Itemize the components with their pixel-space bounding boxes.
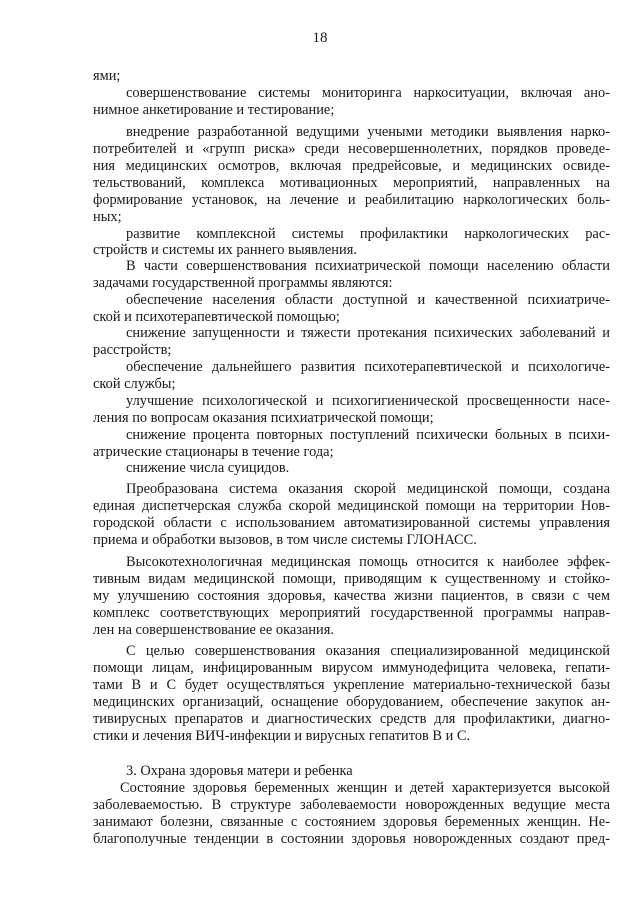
text-line: помощи лицам, инфицированным вирусом иммунодефицита человека, гепати-	[93, 660, 610, 676]
text-line: заболеваемостью. В структуре заболеваемости новорожденных ведущие места	[93, 797, 610, 813]
text-line: улучшение психологической и психогигиенической просвещенности насе-	[126, 393, 610, 409]
text-line: тельствований, комплекса мотивационных мероприятий, направленных на	[93, 175, 610, 191]
text-line: снижение запущенности и тяжести протекания психических заболеваний и	[126, 325, 610, 341]
text-line: единая диспетчерская служба скорой медицинской помощи на территории Нов-	[93, 498, 610, 514]
text-line: занимают болезни, связанные с состоянием здоровья беременных женщин. Не-	[93, 814, 610, 830]
text-line: атрические стационары в течение года;	[93, 444, 334, 460]
text-line: лен на совершенствование ее оказания.	[93, 622, 334, 638]
text-line: ления по вопросам оказания психиатрической помощи;	[93, 410, 434, 426]
text-line: Преобразована система оказания скорой медицинской помощи, создана	[126, 481, 610, 497]
text-line: ных;	[93, 209, 122, 225]
text-line: тами В и С будет осуществляться укрепление материально-технической базы	[93, 677, 610, 693]
text-line: благополучные тенденции в состоянии здоровья новорожденных создают пред-	[93, 831, 610, 847]
text-line: Состояние здоровья беременных женщин и детей характеризуется высокой	[120, 780, 610, 796]
text-line: расстройств;	[93, 342, 172, 358]
text-line: снижение числа суицидов.	[126, 460, 290, 476]
text-line: развитие комплексной системы профилактики наркологических рас-	[126, 226, 610, 242]
text-line: обеспечение дальнейшего развития психотерапевтической и психологиче-	[126, 359, 610, 375]
text-line: му улучшению состояния здоровья, качества жизни пациентов, в связи с чем	[93, 588, 610, 604]
text-line: стики и лечения ВИЧ-инфекции и вирусных гепатитов В и С.	[93, 728, 471, 744]
text-line: приема и обработки вызовов, в том числе системы ГЛОНАСС.	[93, 532, 477, 548]
text-line: городской области с использованием автоматизированной системы управления	[93, 515, 610, 531]
text-line: внедрение разработанной ведущими учеными методики выявления нарко-	[126, 124, 610, 140]
text-line: стройств и системы их раннего выявления.	[93, 242, 357, 258]
text-line: тивирусных препаратов и диагностических средств для профилактики, диагно-	[93, 711, 610, 727]
text-line: С целью совершенствования оказания специализированной медицинской	[126, 643, 610, 659]
text-line: тивным видам медицинской помощи, приводящим к существенному и стойко-	[93, 571, 610, 587]
text-line: совершенствование системы мониторинга наркоситуации, включая ано-	[126, 85, 610, 101]
text-line: ями;	[93, 68, 121, 84]
text-line: снижение процента повторных поступлений психически больных в психи-	[126, 427, 610, 443]
text-line: комплекс соответствующих мероприятий государственной программы направ-	[93, 605, 610, 621]
section-heading: 3. Охрана здоровья матери и ребенка	[126, 763, 353, 779]
text-line: Высокотехнологичная медицинская помощь относится к наиболее эффек-	[126, 554, 610, 570]
text-line: задачами государственной программы являются:	[93, 275, 393, 291]
page-number: 18	[312, 30, 328, 46]
text-line: В части совершенствования психиатрической помощи населению области	[126, 258, 610, 274]
text-line: формирование установок, на лечение и реабилитацию наркологических боль-	[93, 192, 610, 208]
text-line: ской и психотерапевтической помощью;	[93, 309, 340, 325]
text-line: медицинских организаций, оснащение оборудованием, обеспечение закупок ан-	[93, 694, 610, 710]
text-line: ния медицинских осмотров, включая предрейсовые, и медицинских освиде-	[93, 158, 610, 174]
text-line: потребителей и «групп риска» среди несовершеннолетних, порядков проведе-	[93, 141, 610, 157]
text-line: нимное анкетирование и тестирование;	[93, 102, 335, 118]
text-line: ской службы;	[93, 376, 176, 392]
text-line: обеспечение населения области доступной и качественной психиатриче-	[126, 292, 610, 308]
